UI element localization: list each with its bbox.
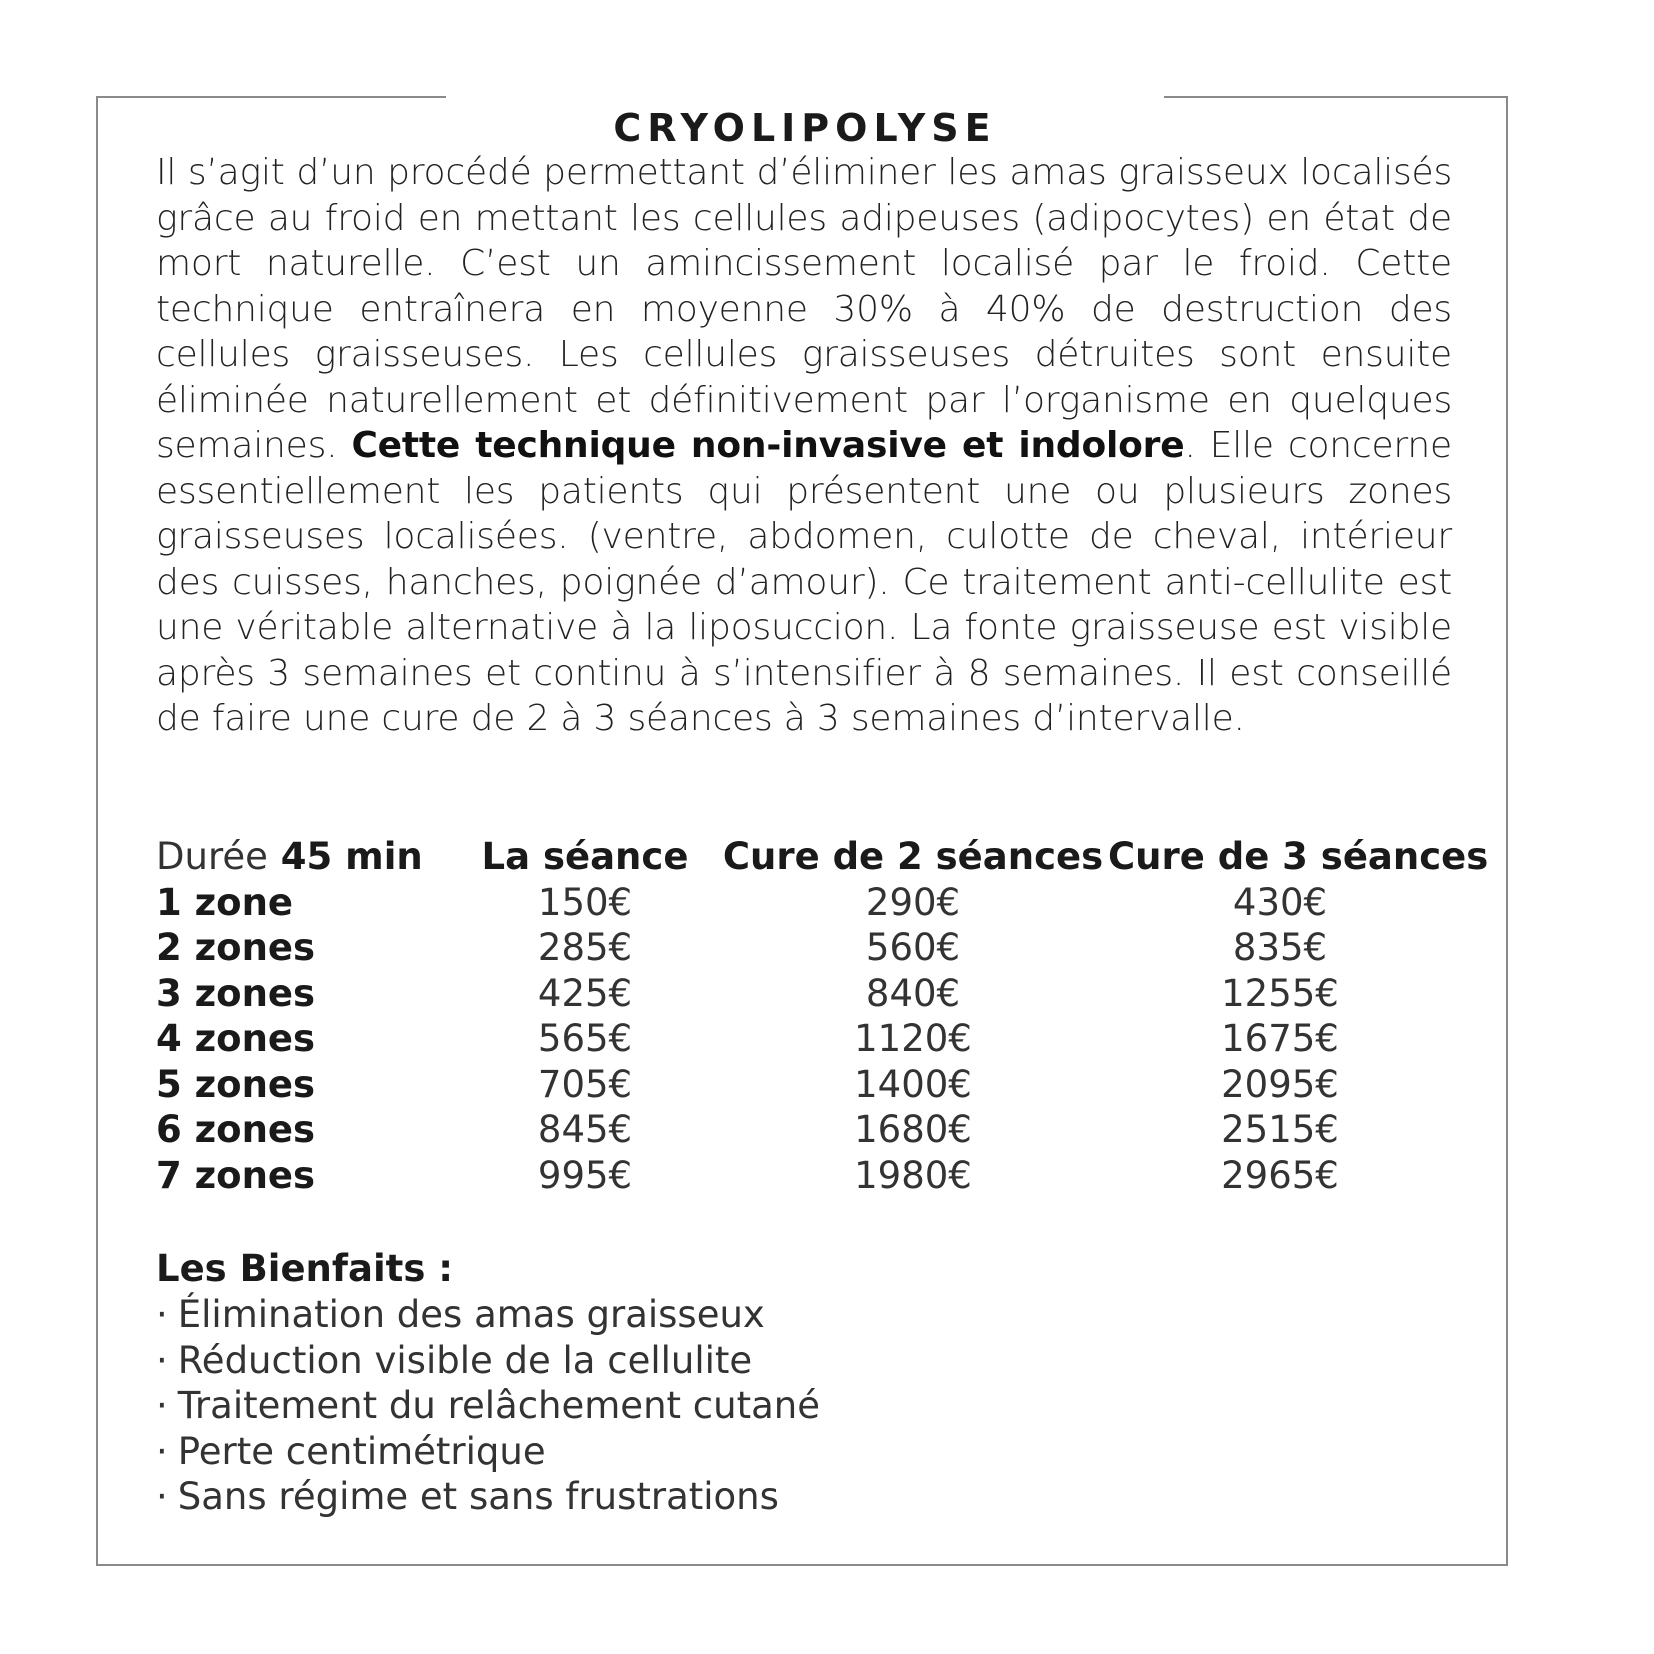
table-row (156, 971, 1452, 1017)
zone-label: 5 zones (156, 1062, 316, 1106)
bullet-icon: · (156, 1338, 168, 1382)
benefit-text: Perte centimétrique (177, 1429, 546, 1473)
price-cure-2: 560€ (865, 926, 961, 969)
table-row (156, 1107, 1452, 1153)
price-cure-3: 2515€ (1221, 1108, 1339, 1151)
benefits-section (156, 1246, 820, 1520)
price-cure-2: 1120€ (854, 1017, 972, 1060)
bullet-icon: · (156, 1429, 168, 1473)
price-cure-2: 1400€ (854, 1062, 972, 1106)
price-cure-2: 290€ (865, 880, 961, 924)
benefit-text: Élimination des amas graisseux (177, 1293, 765, 1336)
list-item (156, 1383, 820, 1429)
price-seance: 565€ (537, 1017, 633, 1060)
list-item (156, 1292, 820, 1338)
zone-label: 4 zones (156, 1017, 316, 1060)
zone-label: 3 zones (156, 971, 316, 1015)
price-cure-3: 1675€ (1221, 1017, 1339, 1060)
intro-text-end: . Elle concerne essentiellement les patients qui présentent une ou plusieurs zones graisseuses localisées. (ventre, abdomen, culotte de cheval, intérieur des cuisses, hanches, poignée d’amour). Ce traitement anti-cellulite est une véritable alternative à la liposuccion. La fonte graisseuse est visible après 3 semaines et continu à s’intensifier à 8 semaines. Il est conseillé de faire une cure de 2 à 3 séances à 3 semaines d’intervalle. (156, 425, 1452, 739)
intro-bold-highlight: Cette technique non-invasive et indolore (351, 425, 1185, 466)
price-cure-3: 1255€ (1221, 971, 1339, 1015)
zone-label: 1 zone (156, 880, 294, 924)
bullet-icon: · (156, 1384, 168, 1427)
price-seance: 845€ (537, 1108, 633, 1151)
benefit-text: Traitement du relâchement cutané (177, 1384, 820, 1427)
duration-header (156, 834, 452, 880)
header-seance: La séance (481, 835, 689, 878)
benefit-text: Sans régime et sans frustrations (177, 1475, 779, 1518)
header-cure-2: Cure de 2 séances (722, 835, 1104, 878)
table-row (156, 1062, 1452, 1108)
price-seance: 425€ (537, 971, 633, 1015)
bullet-icon: · (156, 1475, 168, 1518)
list-item (156, 1338, 820, 1384)
price-cure-2: 1680€ (854, 1108, 972, 1151)
benefit-text: Réduction visible de la cellulite (177, 1338, 753, 1382)
price-cure-2: 840€ (865, 971, 961, 1015)
table-row (156, 1153, 1452, 1199)
price-table (156, 834, 1489, 1198)
price-cure-2: 1980€ (854, 1153, 972, 1197)
intro-paragraph (156, 150, 1452, 742)
duration-label: Durée (156, 835, 268, 878)
table-row (156, 880, 1452, 926)
price-seance: 150€ (537, 880, 633, 924)
duration-value: 45 min (280, 835, 423, 878)
table-row (156, 1016, 1452, 1062)
price-seance: 285€ (537, 926, 633, 969)
price-cure-3: 2095€ (1221, 1062, 1339, 1106)
list-item (156, 1474, 820, 1520)
bullet-icon: · (156, 1293, 168, 1336)
benefits-list (156, 1292, 820, 1520)
intro-text-start: Il s’agit d’un procédé permettant d’éliminer les amas graisseux localisés grâce au froid en mettant les cellules adipeuses (adipocytes) en état de mort naturelle. C’est un amincissement localisé par le froid. Cette technique entraînera en moyenne 30% à 40% de destruction des cellules graisseuses. Les cellules graisseuses détruites sont ensuite éliminée naturellement et définitivement par l’organisme en quelques semaines. (156, 152, 1452, 466)
list-item (156, 1429, 820, 1475)
price-cure-3: 835€ (1232, 926, 1328, 969)
price-cure-3: 430€ (1232, 880, 1328, 924)
price-seance: 705€ (537, 1062, 633, 1106)
zone-label: 2 zones (156, 926, 316, 969)
header-cure-3: Cure de 3 séances (1108, 835, 1489, 878)
price-table-header (156, 834, 1452, 880)
price-cure-3: 2965€ (1221, 1153, 1339, 1197)
zone-label: 7 zones (156, 1153, 316, 1197)
page-title: CRYOLIPOLYSE (613, 106, 997, 151)
table-row (156, 925, 1452, 971)
price-seance: 995€ (537, 1153, 633, 1197)
zone-label: 6 zones (156, 1108, 316, 1151)
benefits-title: Les Bienfaits : (156, 1247, 454, 1290)
